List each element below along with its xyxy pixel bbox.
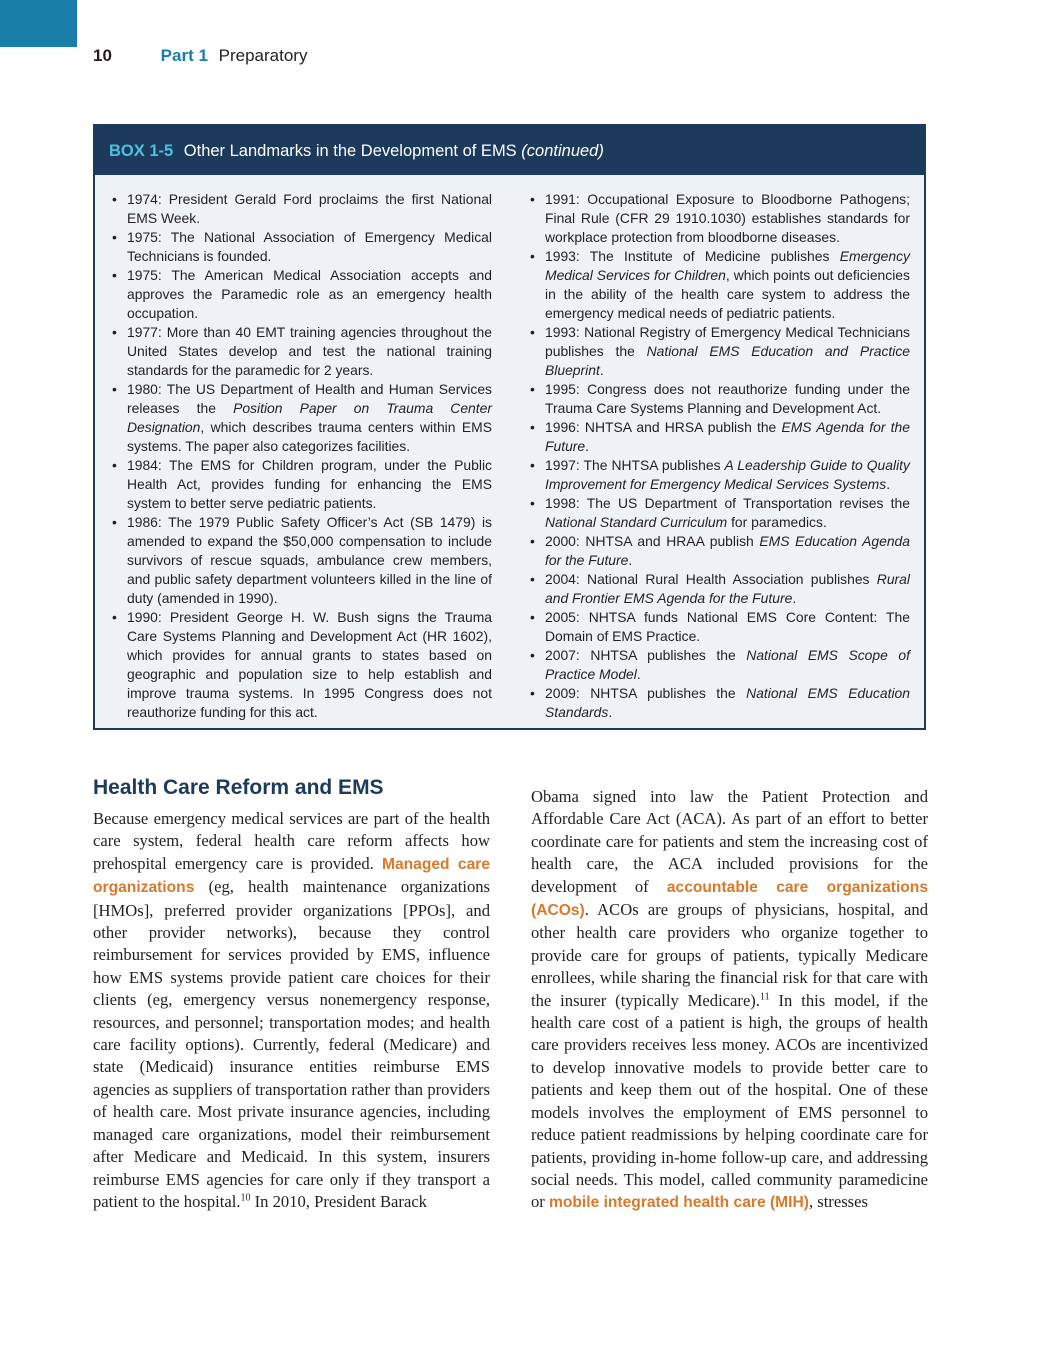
landmark-italic-text: National EMS Education and Practice Blueprint: [545, 343, 911, 378]
landmark-item: [108, 513, 492, 608]
landmark-italic-text: Rural and Frontier EMS Agenda for the Future: [545, 571, 910, 606]
body-text: , stresses: [808, 1192, 868, 1212]
key-term-managed-care[interactable]: Managed care organizations: [93, 855, 490, 897]
landmark-item: [526, 608, 910, 646]
landmark-text: .: [792, 590, 797, 606]
landmark-text: , which describes trauma centers within EMS systems. The paper also categorizes facilities.: [127, 419, 492, 454]
landmark-item: [526, 456, 910, 494]
body-text: In this model, if the health care cost of a patient is high, the groups of health care providers receives less money. ACOs are incentivized to develop innovative models to provide better care to patients and keep them out of the hospital. One of these models involves the employment of EMS personnel to reduce patient readmissions by helping coordinate care for patients, providing in-home follow-up care, and addressing social needs. This model, called community paramedicine or: [531, 990, 928, 1212]
landmark-item: [108, 228, 492, 266]
box-columns: [108, 190, 910, 722]
landmark-italic-text: National Standard Curriculum: [545, 514, 728, 530]
landmark-text: , which points out deficiencies in the ability of the health care system to address the emergency medical needs of pediatric patients.: [545, 267, 910, 321]
part-title: Preparatory: [218, 46, 308, 65]
landmark-italic-text: Position Paper on Trauma Center Designation: [127, 400, 492, 435]
part-label: Part 1: [160, 46, 208, 65]
box-left-list: [108, 190, 492, 722]
page-number: 10: [93, 46, 112, 65]
landmark-italic-text: EMS Education Agenda for the Future: [545, 533, 910, 568]
body-text: (eg, health maintenance organizations [HMOs], preferred provider organizations [PPOs], and other provider networks), because they control reimbursement for services provided by EMS, influence how EMS systems provide patient care choices for their clients (eg, emergency versus nonemergency response, resources, and personnel; transportation modes; and health care facility options). Currently, federal (Medicare) and state (Medicaid) insurance entities reimburse EMS agencies as suppliers of transportation rather than providers of health care. Most private insurance agencies, including managed care organizations, model their reimbursement after Medicare and Medicaid. In this system, insurers reimburse EMS agencies for care only if they transport a patient to the hospital.: [93, 877, 490, 1211]
landmark-text: 1993: National Registry of Emergency Medical Technicians publishes the: [545, 324, 910, 359]
key-term-acos[interactable]: accountable care organizations (ACOs): [531, 878, 928, 920]
landmark-item: [526, 380, 910, 418]
box-header: [95, 126, 924, 175]
landmark-text: 1975: The American Medical Association accepts and approves the Paramedic role as an emergency health occupation.: [127, 267, 492, 321]
landmark-text: 2009: NHTSA publishes the: [545, 685, 747, 701]
landmark-item: [526, 684, 910, 722]
landmark-text: 1974: President Gerald Ford proclaims the first National EMS Week.: [127, 191, 492, 226]
section-title: Health Care Reform and EMS: [93, 776, 384, 799]
landmark-text: 2007: NHTSA publishes the: [545, 647, 747, 663]
landmark-text: 1998: The US Department of Transportation revises the: [545, 495, 910, 511]
running-header: [93, 46, 307, 66]
landmark-text: 1984: The EMS for Children program, under the Public Health Act, provides funding for enhancing the EMS system to better serve pediatric patients.: [127, 457, 492, 511]
landmark-text: .: [886, 476, 891, 492]
landmark-item: [108, 190, 492, 228]
landmark-item: [108, 380, 492, 456]
landmarks-box: [93, 124, 926, 730]
landmark-italic-text: National EMS Scope of Practice Model: [545, 647, 910, 682]
box-continued: (continued): [521, 142, 604, 160]
landmark-text: 1980: The US Department of Health and Human Services releases the: [127, 381, 492, 416]
landmark-text: 2000: NHTSA and HRAA publish: [545, 533, 760, 549]
body-text: In 2010, President Barack: [250, 1191, 427, 1211]
landmark-text: 1977: More than 40 EMT training agencies throughout the United States develop and test the national training standards for the paramedic for 2 years.: [127, 324, 492, 378]
landmark-item: [108, 608, 492, 722]
box-title: Other Landmarks in the Development of EMS: [183, 142, 517, 160]
landmark-item: [526, 570, 910, 608]
landmark-text: 1991: Occupational Exposure to Bloodborne Pathogens; Final Rule (CFR 29 1910.1030) establishes standards for workplace protection from bloodborne diseases.: [545, 191, 910, 245]
landmark-item: [526, 190, 910, 247]
landmark-item: [108, 456, 492, 513]
landmark-item: [526, 247, 910, 323]
landmark-italic-text: EMS Agenda for the Future: [545, 419, 910, 454]
body-text: Because emergency medical services are part of the health care system, federal health care reform affects how prehospital emergency care is provided.: [93, 809, 490, 873]
landmark-text: 1995: Congress does not reauthorize funding under the Trauma Care Systems Planning and Development Act.: [545, 381, 910, 416]
landmark-italic-text: A Leadership Guide to Quality Improvement for Emergency Medical Services Systems: [545, 457, 910, 492]
landmark-text: 1996: NHTSA and HRSA publish the: [545, 419, 782, 435]
body-column-left: [93, 808, 490, 1213]
landmark-italic-text: National EMS Education Standards: [545, 685, 910, 720]
landmark-text: 1990: President George H. W. Bush signs the Trauma Care Systems Planning and Development Act (HR 1602), which provides for annual grants to states based on geographic and population size to help establish and improve trauma systems. In 1995 Congress does not reauthorize funding for this act.: [127, 609, 492, 720]
body-column-right: [531, 786, 928, 1215]
landmark-text: 1975: The National Association of Emergency Medical Technicians is founded.: [127, 229, 492, 264]
landmark-text: 1997: The NHTSA publishes: [545, 457, 725, 473]
landmark-item: [526, 494, 910, 532]
landmark-item: [526, 323, 910, 380]
body-text: . ACOs are groups of physicians, hospital, and other health care providers who organize together to provide care for groups of patients, typically Medicare enrollees, while sharing the financial risk for that care with the insurer (typically Medicare).: [531, 900, 928, 1010]
landmark-item: [526, 646, 910, 684]
landmark-text: 1993: The Institute of Medicine publishes: [545, 248, 840, 264]
landmark-item: [526, 532, 910, 570]
box-number: BOX 1-5: [109, 142, 174, 160]
corner-tab: [0, 0, 77, 47]
landmark-item: [526, 418, 910, 456]
key-term-mih[interactable]: mobile integrated health care (MIH): [548, 1194, 809, 1212]
reference-marker: 11: [759, 991, 770, 1003]
landmark-text: .: [636, 666, 641, 682]
body-text: Obama signed into law the Patient Protection and Affordable Care Act (ACA). As part of an effort to better coordinate care for patients and stem the increasing cost of health care, the ACA included provisions for the development of: [531, 787, 928, 896]
landmark-italic-text: Emergency Medical Services for Children: [545, 248, 910, 283]
landmark-text: 2004: National Rural Health Association publishes: [545, 571, 877, 587]
landmark-text: 2005: NHTSA funds National EMS Core Content: The Domain of EMS Practice.: [545, 609, 910, 644]
landmark-item: [108, 323, 492, 380]
landmark-text: .: [599, 362, 604, 378]
landmark-text: .: [628, 552, 633, 568]
landmark-text: for paramedics.: [727, 514, 827, 530]
landmark-text: 1986: The 1979 Public Safety Officer’s Act (SB 1479) is amended to expand the $50,000 compensation to include survivors of rescue squads, ambulance crew members, and public safety department volunteers killed in the line of duty (amended in 1990).: [127, 514, 492, 606]
landmark-text: .: [608, 704, 613, 720]
box-right-list: [526, 190, 910, 722]
landmark-item: [108, 266, 492, 323]
reference-marker: 10: [240, 1192, 251, 1204]
landmark-text: .: [585, 438, 590, 454]
